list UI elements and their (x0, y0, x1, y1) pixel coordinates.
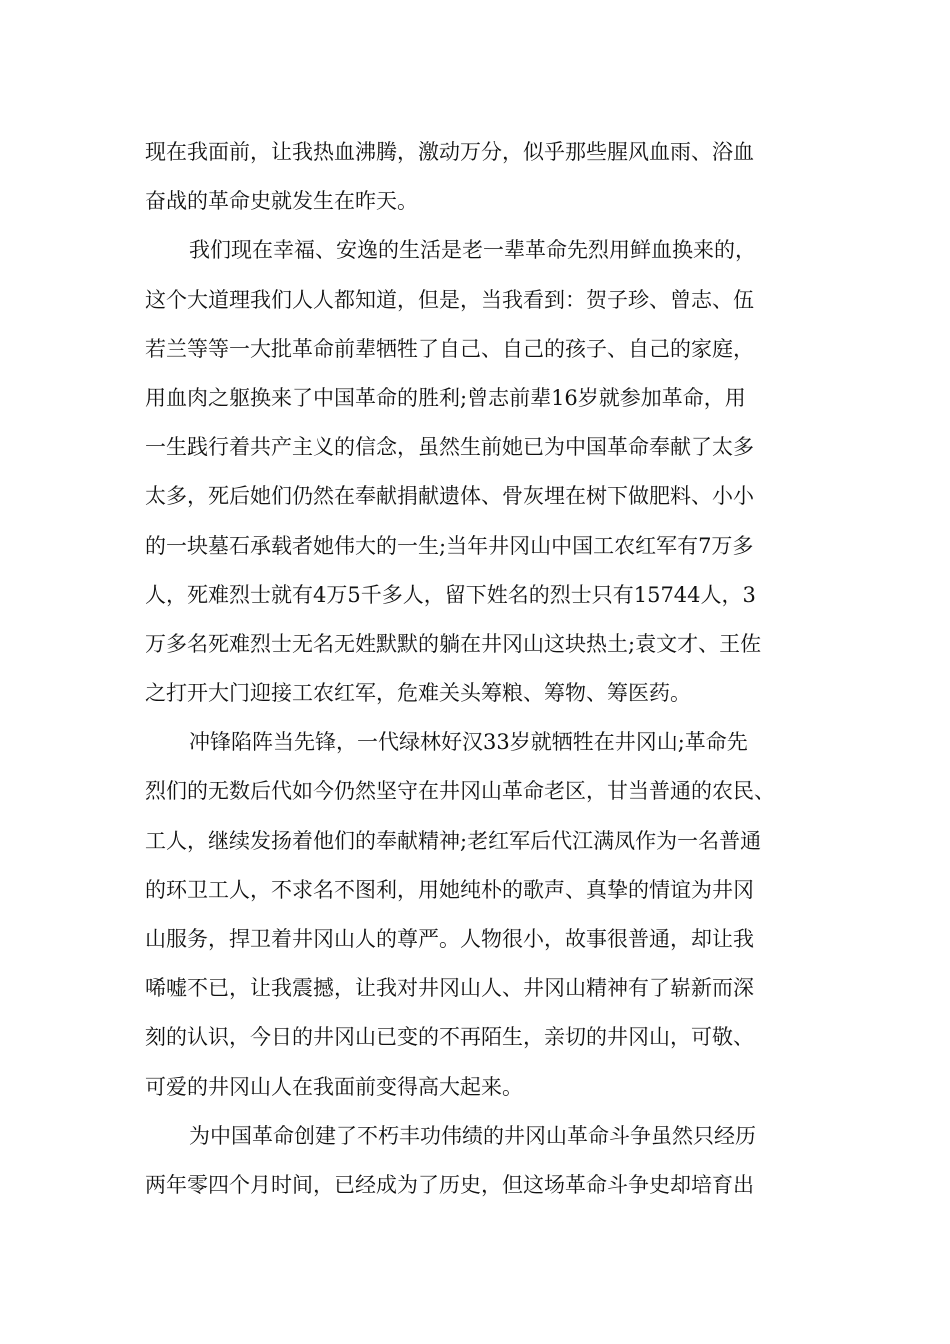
paragraph-first-line: 我们现在幸福、安逸的生活是老一辈革命先烈用鲜血换来的， (189, 238, 756, 263)
paragraph-first-line: 为中国革命创建了不朽丰功伟绩的井冈山革命斗争虽然只经历 (189, 1123, 756, 1148)
text-line: 一生践行着共产主义的信念，虽然生前她已为中国革命奉献了太多 (145, 435, 754, 460)
text-line: 刻的认识，今日的井冈山已变的不再陌生，亲切的井冈山，可敬、 (145, 1025, 754, 1050)
text-line: 奋战的革命史就发生在昨天。 (145, 189, 418, 214)
paragraph-first-line: 冲锋陷阵当先锋，一代绿林好汉33岁就牺牲在井冈山;革命先 (189, 730, 748, 755)
text-line: 山服务，捍卫着井冈山人的尊严。人物很小，故事很普通，却让我 (145, 927, 754, 951)
text-line: 若兰等等一大批革命前辈牺牲了自己、自己的孩子、自己的家庭， (145, 336, 754, 361)
text-line: 工人，继续发扬着他们的奉献精神;老红军后代江满凤作为一名普通 (145, 828, 762, 853)
text-line: 烈们的无数后代如今仍然坚守在井冈山革命老区，甘当普通的农民、 (145, 779, 775, 804)
text-line: 现在我面前，让我热血沸腾，激动万分，似乎那些腥风血雨、浴血 (145, 140, 754, 164)
body-text (145, 128, 815, 1210)
text-line: 之打开大门迎接工农红军，危难关头筹粮、筹物、筹医药。 (145, 681, 691, 706)
text-line: 的环卫工人，不求名不图利，用她纯朴的歌声、真挚的情谊为井冈 (145, 877, 754, 902)
text-line: 太多，死后她们仍然在奉献捐献遗体、骨灰埋在树下做肥料、小小 (145, 484, 754, 509)
text-line: 这个大道理我们人人都知道，但是，当我看到：贺子珍、曾志、伍 (145, 287, 754, 312)
text-line: 唏嘘不已，让我震撼，让我对井冈山人、井冈山精神有了崭新而深 (145, 976, 754, 1001)
text-line: 人，死难烈士就有4万5千多人，留下姓名的烈士只有15744人，3 (145, 582, 756, 607)
text-line: 用血肉之躯换来了中国革命的胜利;曾志前辈16岁就参加革命，用 (145, 385, 746, 410)
text-line: 万多名死难烈士无名无姓默默的躺在井冈山这块热土;袁文才、王佐 (145, 631, 762, 656)
text-line: 可爱的井冈山人在我面前变得高大起来。 (145, 1074, 523, 1099)
text-line: 的一块墓石承载者她伟大的一生;当年井冈山中国工农红军有7万多 (145, 533, 754, 558)
text-line: 两年零四个月时间，已经成为了历史，但这场革命斗争史却培育出 (145, 1172, 754, 1197)
